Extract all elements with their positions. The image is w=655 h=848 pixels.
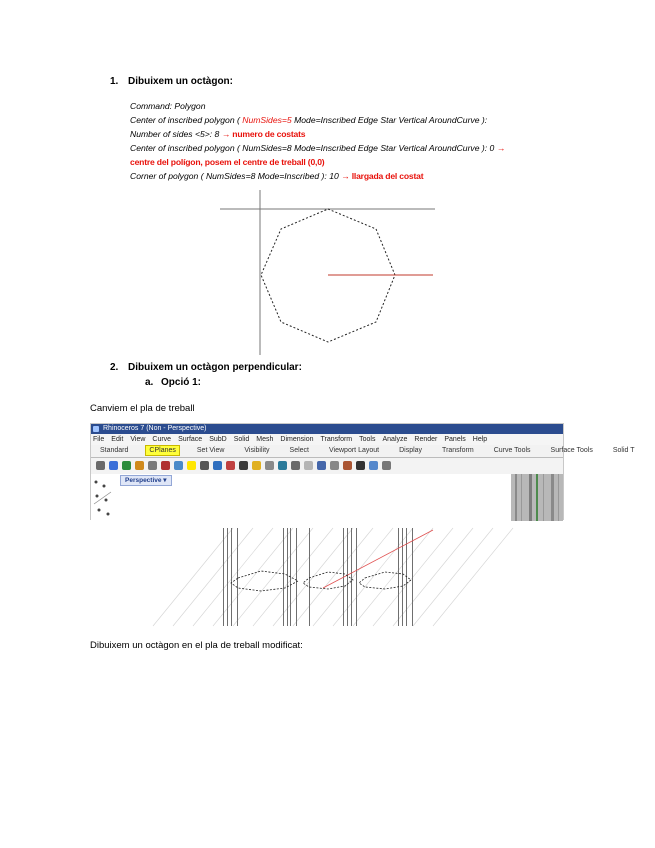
rhino-tab-viewport-layout[interactable]: Viewport Layout	[329, 447, 380, 454]
rhino-toolbar-tool-icon[interactable]	[252, 461, 261, 470]
command-line-2	[130, 113, 505, 127]
rhino-menu-item-panels[interactable]: Panels	[444, 436, 466, 443]
rhino-menu-item-view[interactable]: View	[130, 436, 146, 443]
rhino-title-bar	[91, 424, 563, 434]
item-1-title: Dibuixem un octàgon:	[128, 76, 233, 87]
rhino-toolbar-tool-icon[interactable]	[343, 461, 352, 470]
rhino-toolbar-tool-icon[interactable]	[161, 461, 170, 470]
command-line-4	[130, 141, 505, 155]
rhino-toolbar-tool-icon[interactable]	[200, 461, 209, 470]
rhino-toolbar-tool-icon[interactable]	[96, 461, 105, 470]
rhino-menu-bar	[91, 434, 563, 445]
item-2-title: Dibuixem un octàgon perpendicular:	[128, 362, 302, 373]
arrow-icon: →	[496, 143, 506, 153]
rhino-toolbar-tool-icon[interactable]	[265, 461, 274, 470]
command-line-1: Command: Polygon	[130, 101, 206, 111]
rhino-menu-item-mesh[interactable]: Mesh	[256, 436, 274, 443]
viewport-label: Perspective	[125, 477, 162, 484]
note-side-length: → llargada del costat	[341, 171, 424, 181]
rhino-tab-surface-tools[interactable]: Surface Tools	[550, 447, 593, 454]
rhino-menu-item-subd[interactable]: SubD	[209, 436, 227, 443]
rhino-toolbar-tool-icon[interactable]	[213, 461, 222, 470]
rhino-toolbar-tool-icon[interactable]	[187, 461, 196, 470]
item-2a-title: Opció 1:	[161, 377, 202, 388]
rhino-toolbar-tool-icon[interactable]	[239, 461, 248, 470]
rhino-toolbar-tool-icon[interactable]	[330, 461, 339, 470]
rhino-toolbar-tool-icon[interactable]	[291, 461, 300, 470]
command-line-6-pre: Corner of polygon ( NumSides=8 Mode=Inscribed ): 10	[130, 171, 342, 181]
rhino-menu-item-edit[interactable]: Edit	[111, 436, 124, 443]
note-polygon-center: centre del polígon, posem el centre de treball (0,0)	[130, 157, 325, 167]
rhino-menu-item-dimension[interactable]: Dimension	[280, 436, 314, 443]
rhino-toolbar-tool-icon[interactable]	[278, 461, 287, 470]
rhino-tab-solid-t[interactable]: Solid T	[612, 447, 635, 454]
rhino-toolbar-tool-icon[interactable]	[226, 461, 235, 470]
item-2a-letter: a.	[145, 377, 154, 388]
rhino-toolbar-tabs	[91, 445, 635, 458]
rhino-toolbar-tool-icon[interactable]	[382, 461, 391, 470]
rhino-menu-item-transform[interactable]: Transform	[320, 436, 353, 443]
rhino-viewport-preview	[511, 474, 563, 521]
rhino-tab-cplanes[interactable]: CPlanes	[145, 445, 179, 456]
rhino-tab-curve-tools[interactable]: Curve Tools	[493, 447, 531, 454]
rhino-screenshot	[90, 423, 635, 520]
rhino-menu-item-help[interactable]: Help	[472, 436, 488, 443]
numsides-highlight: NumSides=5	[242, 115, 292, 125]
viewport-preview-stripes	[511, 474, 563, 521]
rhino-tab-standard[interactable]: Standard	[100, 447, 129, 454]
rhino-toolbar-tool-icon[interactable]	[369, 461, 378, 470]
item-1-number: 1.	[110, 76, 119, 87]
item-2-number: 2.	[110, 362, 119, 373]
rhino-toolbar-tool-icon[interactable]	[304, 461, 313, 470]
rhino-toolbar-tool-icon[interactable]	[356, 461, 365, 470]
item-2-heading	[110, 362, 302, 373]
paragraph-draw-octagon-modified: Dibuixem un octàgon en el pla de treball modificat:	[90, 640, 303, 651]
command-line-6	[130, 169, 505, 183]
rhino-tab-visibility[interactable]: Visibility	[244, 447, 270, 454]
rhino-menu-item-analyze[interactable]: Analyze	[382, 436, 408, 443]
rhino-toolbar-tool-icon[interactable]	[122, 461, 131, 470]
rhino-menu-item-render[interactable]: Render	[414, 436, 438, 443]
rhino-menu-item-solid[interactable]: Solid	[233, 436, 250, 443]
rhino-toolbar-icons	[91, 458, 563, 474]
rhino-toolbar-tool-icon[interactable]	[317, 461, 326, 470]
rhino-side-tools	[91, 474, 115, 521]
perpendicular-octagon-viewport	[193, 528, 462, 626]
rhino-toolbar-tool-icon[interactable]	[148, 461, 157, 470]
rhino-app-icon	[93, 426, 99, 432]
rhino-toolbar-tool-icon[interactable]	[174, 461, 183, 470]
item-2a-heading	[145, 377, 201, 388]
rhino-tab-display[interactable]: Display	[399, 447, 423, 454]
rhino-tab-select[interactable]: Select	[289, 447, 310, 454]
rhino-viewport-area	[91, 474, 563, 521]
rhino-menu-item-file[interactable]: File	[93, 436, 105, 443]
command-line-3-pre: Number of sides <5>: 8	[130, 129, 222, 139]
paragraph-change-cplane: Canviem el pla de treball	[90, 403, 195, 414]
rhino-title: Rhinoceros 7 (Non - Perspective)	[103, 425, 207, 432]
command-block	[130, 99, 505, 183]
octagon-figure	[215, 185, 440, 360]
viewport-tab-perspective[interactable]: Perspective ▾	[120, 475, 172, 486]
rhino-menu-item-surface[interactable]: Surface	[178, 436, 203, 443]
rhino-menu-item-tools[interactable]: Tools	[359, 436, 376, 443]
rhino-toolbar-tool-icon[interactable]	[135, 461, 144, 470]
command-line-2-post: Mode=Inscribed Edge Star Vertical AroundCurve ):	[291, 115, 488, 125]
rhino-toolbar-tool-icon[interactable]	[109, 461, 118, 470]
command-line-3	[130, 127, 505, 141]
rhino-tab-set-view[interactable]: Set View	[196, 447, 225, 454]
rhino-menu-item-curve[interactable]: Curve	[152, 436, 172, 443]
command-line-2-pre: Center of inscribed polygon (	[130, 115, 243, 125]
item-1-heading	[110, 76, 233, 87]
rhino-tab-transform[interactable]: Transform	[442, 447, 474, 454]
note-number-of-sides: → numero de costats	[221, 129, 306, 139]
command-line-4-pre: Center of inscribed polygon ( NumSides=8 Mode=Inscribed Edge Star Vertical AroundCurve ): 0	[130, 143, 497, 153]
